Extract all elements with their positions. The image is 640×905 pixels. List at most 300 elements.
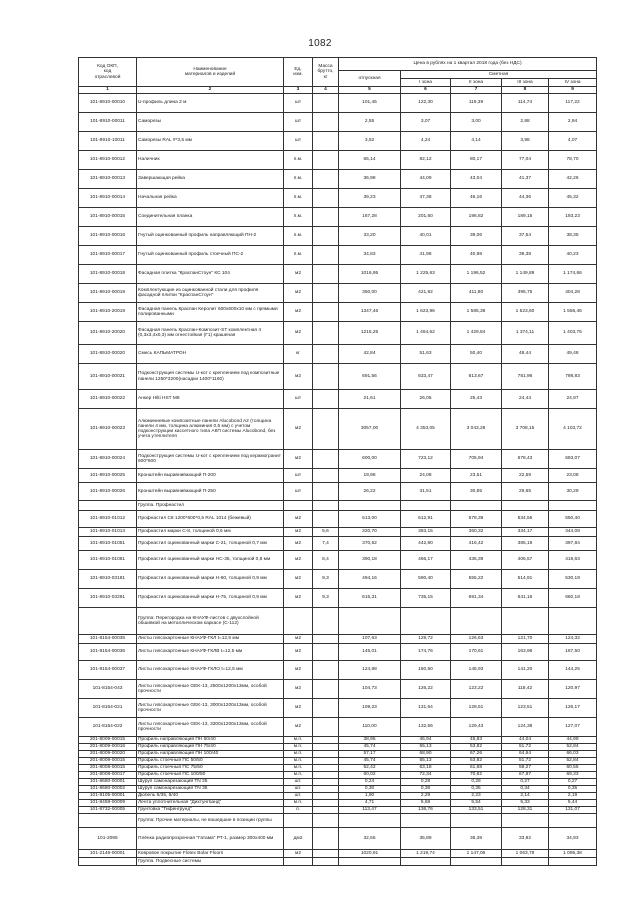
cell-zone-4-price: 693,07 bbox=[549, 450, 597, 469]
cell-name: Алюминиевые композитные панели Alucobond A2 (толщина панели 4 мм, толщина алюминия 0,5 мм) с учетом подконструкции кассетного типа АКП системы Alucobond, без учета утеплителя bbox=[137, 409, 284, 450]
cell-unit: м2 bbox=[284, 680, 313, 699]
cell-code: 101-8910-00021 bbox=[79, 364, 137, 390]
cell-zone-3-price: 24,44 bbox=[502, 390, 549, 409]
cell-unit: шт. bbox=[284, 793, 313, 800]
cell-mass bbox=[313, 758, 339, 765]
cell-zone-1-price: 421,82 bbox=[401, 284, 451, 303]
table-row bbox=[79, 718, 597, 737]
cell-name: Фасадная панель Краспан-Композит-ST комплектная 4 (0,3х3,4х0,3) мм огнестойкая (Г1) крашеная bbox=[137, 322, 284, 345]
table-row bbox=[79, 537, 597, 551]
cell-zone-4-price: 1 556,46 bbox=[549, 303, 597, 322]
cell-zone-1-price: 129,72 bbox=[401, 635, 451, 644]
cell-name: Подконструкция системы U-кот с креплением под композитные панели 1250*3200(насадки 1400*1160) bbox=[137, 364, 284, 390]
cell-mass bbox=[313, 151, 339, 170]
cell-zone-3-price: 59,27 bbox=[502, 765, 549, 772]
cell-zone-3-price: 67,87 bbox=[502, 772, 549, 779]
cell-zone-4-price: 52,84 bbox=[549, 744, 597, 751]
cell-name: Завершающая рейка bbox=[137, 170, 284, 189]
cell-mass: 5,6 bbox=[313, 528, 339, 537]
cell-mass bbox=[313, 265, 339, 284]
cell-empty bbox=[79, 501, 137, 511]
cell-zone-2-price: 435,39 bbox=[451, 551, 502, 570]
cell-code: 101-8910-10011 bbox=[79, 132, 137, 151]
table-row bbox=[79, 661, 597, 680]
cell-unit: м2 bbox=[284, 537, 313, 551]
cell-unit: шт bbox=[284, 483, 313, 501]
cell-code: 101-8910-00011 bbox=[79, 113, 137, 132]
cell-zone-4-price: 530,19 bbox=[549, 570, 597, 589]
cell-unit: м2 bbox=[284, 699, 313, 718]
cell-release-price: 101,45 bbox=[339, 94, 401, 113]
cell-mass bbox=[313, 246, 339, 265]
cell-zone-3-price: 781,96 bbox=[502, 364, 549, 390]
table-row bbox=[79, 850, 597, 858]
cell-code: 101-8910-00020 bbox=[79, 345, 137, 364]
cell-unit: п.м. bbox=[284, 246, 313, 265]
cell-unit: м2 bbox=[284, 551, 313, 570]
cell-code: 101-8910-00010 bbox=[79, 94, 137, 113]
cell-zone-4-price: 30,29 bbox=[549, 483, 597, 501]
cell-zone-3-price: 22,59 bbox=[502, 469, 549, 483]
cell-zone-4-price: 2,94 bbox=[549, 113, 597, 132]
cell-name: Смесь КАПЬМАТРОН bbox=[137, 345, 284, 364]
cell-zone-2-price: 80,17 bbox=[451, 151, 502, 170]
cell-zone-3-price: 64,64 bbox=[502, 751, 549, 758]
cell-release-price: 320,70 bbox=[339, 528, 401, 537]
cell-code: 101-8154-022 bbox=[79, 718, 137, 737]
cell-code: 201-8009-00015 bbox=[79, 737, 137, 744]
cell-zone-1-price: 735,15 bbox=[401, 589, 451, 608]
cell-unit: м.п. bbox=[284, 800, 313, 807]
cell-zone-2-price: 30,85 bbox=[451, 483, 502, 501]
cell-code: 101-8154-00036 bbox=[79, 644, 137, 661]
cell-zone-1-price: 5,68 bbox=[401, 800, 451, 807]
cell-zone-3-price: 1 374,11 bbox=[502, 322, 549, 345]
cell-mass bbox=[313, 772, 339, 779]
cell-release-price: 45,74 bbox=[339, 744, 401, 751]
cell-zone-1-price: 0,36 bbox=[401, 786, 451, 793]
cell-zone-2-price: 3 043,28 bbox=[451, 409, 502, 450]
cell-release-price: 3057,00 bbox=[339, 409, 401, 450]
cell-zone-4-price: 5,44 bbox=[549, 800, 597, 807]
table-row bbox=[79, 208, 597, 227]
cell-mass bbox=[313, 511, 339, 528]
cell-release-price: 0,24 bbox=[339, 779, 401, 786]
cell-code: 101-8910-00024 bbox=[79, 450, 137, 469]
cell-name: Профиль направляющий ПН 75/40 bbox=[137, 744, 284, 751]
cell-zone-1-price: 41,98 bbox=[401, 246, 451, 265]
cell-code: 101-8910-01013 bbox=[79, 528, 137, 537]
cell-unit: м.п. bbox=[284, 737, 313, 744]
header-index: 8 bbox=[502, 87, 549, 94]
cell-name: Шуруп самонарезающий TN 25 bbox=[137, 779, 284, 786]
cell-release-price: 513,00 bbox=[339, 511, 401, 528]
cell-zone-2-price: 61,68 bbox=[451, 765, 502, 772]
cell-release-price: 2,55 bbox=[339, 113, 401, 132]
header-index: 3 bbox=[284, 87, 313, 94]
cell-unit: м2 bbox=[284, 570, 313, 589]
header-zone-3: III зона bbox=[502, 79, 549, 87]
cell-release-price: 1347,46 bbox=[339, 303, 401, 322]
cell-name: Профиль стоечный ПС 100/50 bbox=[137, 772, 284, 779]
cell-zone-2-price: 45,83 bbox=[451, 737, 502, 744]
cell-zone-4-price: 34,93 bbox=[549, 828, 597, 850]
cell-unit: м.п. bbox=[284, 765, 313, 772]
cell-zone-1-price: 55,13 bbox=[401, 744, 451, 751]
group-title: Группа: Перегородка на КНАУФ-листов с двухслойной обшивкой на металлическом каркасе (С-112) bbox=[137, 608, 284, 635]
cell-release-price: 110,00 bbox=[339, 718, 401, 737]
cell-zone-1-price: 590,40 bbox=[401, 570, 451, 589]
table-row bbox=[79, 132, 597, 151]
cell-zone-2-price: 705,94 bbox=[451, 450, 502, 469]
cell-code: 101-8154-043 bbox=[79, 680, 137, 699]
cell-zone-2-price: 39,06 bbox=[451, 227, 502, 246]
cell-release-price: 19,98 bbox=[339, 469, 401, 483]
table-row bbox=[79, 94, 597, 113]
cell-zone-4-price: 144,25 bbox=[549, 661, 597, 680]
cell-unit: м2 bbox=[284, 635, 313, 644]
group-title: Группа. Подвесные системы bbox=[137, 858, 284, 866]
cell-mass bbox=[313, 807, 339, 814]
cell-name: U-профиль длина 2 м bbox=[137, 94, 284, 113]
cell-zone-1-price: 1 464,62 bbox=[401, 322, 451, 345]
cell-zone-4-price: 4,07 bbox=[549, 132, 597, 151]
cell-zone-1-price: 68,90 bbox=[401, 751, 451, 758]
cell-name: Шуруп самонарезающий TN 35 bbox=[137, 786, 284, 793]
cell-zone-3-price: 678,43 bbox=[502, 450, 549, 469]
cell-zone-3-price: 406,57 bbox=[502, 551, 549, 570]
cell-unit: п.м. bbox=[284, 170, 313, 189]
cell-zone-3-price: 0,34 bbox=[502, 786, 549, 793]
cell-zone-4-price: 42,26 bbox=[549, 170, 597, 189]
cell-name: Дюбель 6/35, 6/40 bbox=[137, 793, 284, 800]
cell-zone-3-price: 641,16 bbox=[502, 589, 549, 608]
cell-zone-4-price: 131,07 bbox=[549, 807, 597, 814]
table-row bbox=[79, 800, 597, 807]
cell-zone-3-price: 29,65 bbox=[502, 483, 549, 501]
cell-zone-3-price: 39,38 bbox=[502, 246, 549, 265]
cell-zone-2-price: 5,54 bbox=[451, 800, 502, 807]
cell-code: 101-8732-00005 bbox=[79, 807, 137, 814]
header-name: Наименование материалов и изделий bbox=[137, 58, 284, 87]
cell-zone-1-price: 2,29 bbox=[401, 793, 451, 800]
cell-zone-3-price: 2,14 bbox=[502, 793, 549, 800]
cell-release-price: 65,14 bbox=[339, 151, 401, 170]
cell-release-price: 600,00 bbox=[339, 450, 401, 469]
table-row bbox=[79, 793, 597, 800]
cell-zone-4-price: 40,23 bbox=[549, 246, 597, 265]
table-row bbox=[79, 528, 597, 537]
cell-release-price: 1016,95 bbox=[339, 265, 401, 284]
cell-unit: п.м. bbox=[284, 208, 313, 227]
table-row bbox=[79, 284, 597, 303]
table-row bbox=[79, 680, 597, 699]
cell-empty bbox=[79, 814, 137, 828]
cell-mass bbox=[313, 793, 339, 800]
cell-zone-1-price: 51,63 bbox=[401, 345, 451, 364]
group-row bbox=[79, 608, 597, 635]
cell-unit: м2 bbox=[284, 718, 313, 737]
cell-zone-2-price: 4,14 bbox=[451, 132, 502, 151]
cell-zone-4-price: 418,63 bbox=[549, 551, 597, 570]
page-number: 1082 bbox=[308, 38, 332, 49]
header-unit: Ед. изм. bbox=[284, 58, 313, 87]
cell-unit: кг bbox=[284, 345, 313, 364]
cell-name: Плёнка радиопрозрачная "Гатама" РТ-1, размер 300х400 мм bbox=[137, 828, 284, 850]
cell-mass bbox=[313, 786, 339, 793]
cell-code: 101-8910-01012 bbox=[79, 511, 137, 528]
cell-release-price: 45,74 bbox=[339, 758, 401, 765]
group-row bbox=[79, 814, 597, 828]
cell-zone-4-price: 0,35 bbox=[549, 786, 597, 793]
cell-unit: м2 bbox=[284, 284, 313, 303]
cell-unit: м2 bbox=[284, 528, 313, 537]
cell-zone-2-price: 813,67 bbox=[451, 364, 502, 390]
cell-release-price: 104,73 bbox=[339, 680, 401, 699]
cell-zone-3-price: 1 149,89 bbox=[502, 265, 549, 284]
cell-name: Подконструкция системы U-кот с креплением под керамогранит 600*600 bbox=[137, 450, 284, 469]
cell-unit: м2 bbox=[284, 589, 313, 608]
cell-zone-2-price: 119,39 bbox=[451, 94, 502, 113]
cell-zone-2-price: 555,22 bbox=[451, 570, 502, 589]
cell-zone-4-price: 1 174,66 bbox=[549, 265, 597, 284]
cell-mass bbox=[313, 227, 339, 246]
cell-zone-3-price: 2,88 bbox=[502, 113, 549, 132]
cell-zone-1-price: 442,80 bbox=[401, 537, 451, 551]
cell-zone-2-price: 53,82 bbox=[451, 744, 502, 751]
header-index: 7 bbox=[451, 87, 502, 94]
cell-code: 101-8910-00026 bbox=[79, 483, 137, 501]
cell-release-price: 1215,25 bbox=[339, 322, 401, 345]
cell-zone-3-price: 44,36 bbox=[502, 189, 549, 208]
cell-zone-2-price: 170,61 bbox=[451, 644, 502, 661]
cell-zone-1-price: 174,76 bbox=[401, 644, 451, 661]
cell-code: 201-8008-00017 bbox=[79, 772, 137, 779]
cell-release-price: 52,42 bbox=[339, 765, 401, 772]
cell-release-price: 167,28 bbox=[339, 208, 401, 227]
header-code: Код ОКП, код отраслевой bbox=[79, 58, 137, 87]
cell-release-price: 124,88 bbox=[339, 661, 401, 680]
cell-zone-1-price: 26,05 bbox=[401, 390, 451, 409]
header-zone-2: II зона bbox=[451, 79, 502, 87]
table-row bbox=[79, 779, 597, 786]
cell-zone-4-price: 38,35 bbox=[549, 227, 597, 246]
cell-code: 101-8910-00018 bbox=[79, 265, 137, 284]
cell-zone-4-price: 78,70 bbox=[549, 151, 597, 170]
cell-code: 101-8154-00037 bbox=[79, 661, 137, 680]
cell-release-price: 145,01 bbox=[339, 644, 401, 661]
cell-release-price: 370,52 bbox=[339, 537, 401, 551]
table-row bbox=[79, 570, 597, 589]
cell-zone-3-price: 1 063,78 bbox=[502, 850, 549, 858]
cell-mass bbox=[313, 345, 339, 364]
cell-unit: шт bbox=[284, 132, 313, 151]
table-row bbox=[79, 450, 597, 469]
cell-zone-1-price: 31,51 bbox=[401, 483, 451, 501]
cell-zone-1-price: 1 219,74 bbox=[401, 850, 451, 858]
cell-unit: шт. bbox=[284, 779, 313, 786]
cell-release-price: 38,95 bbox=[339, 737, 401, 744]
cell-release-price: 691,56 bbox=[339, 364, 401, 390]
cell-code: 101-8154-021 bbox=[79, 699, 137, 718]
cell-unit: л. bbox=[284, 807, 313, 814]
cell-zone-1-price: 35,89 bbox=[401, 828, 451, 850]
cell-name: Листы гипсокартонные GEK-13, 3300х1200х13мм, особой прочности bbox=[137, 718, 284, 737]
cell-mass bbox=[313, 744, 339, 751]
group-row bbox=[79, 501, 597, 511]
cell-zone-2-price: 691,34 bbox=[451, 589, 502, 608]
cell-name: Гнутый оцинкованный профиль стоечный ПС-2 bbox=[137, 246, 284, 265]
cell-name: Ковровое покрытие Flotex Bolar Floors bbox=[137, 850, 284, 858]
cell-zone-2-price: 1 196,52 bbox=[451, 265, 502, 284]
table-row bbox=[79, 390, 597, 409]
cell-zone-2-price: 36,38 bbox=[451, 828, 502, 850]
cell-name: Профиль стоечный ПС 75/50 bbox=[137, 765, 284, 772]
cell-zone-2-price: 43,04 bbox=[451, 170, 502, 189]
cell-code: 101-8910-00014 bbox=[79, 189, 137, 208]
cell-zone-4-price: 1 403,75 bbox=[549, 322, 597, 345]
cell-mass bbox=[313, 390, 339, 409]
cell-zone-1-price: 383,15 bbox=[401, 528, 451, 537]
cell-zone-1-price: 55,13 bbox=[401, 758, 451, 765]
cell-mass bbox=[313, 132, 339, 151]
cell-code: 101-8680-00001 bbox=[79, 779, 137, 786]
cell-zone-3-price: 189,15 bbox=[502, 208, 549, 227]
group-title: Группа. Профнастил bbox=[137, 501, 284, 511]
cell-mass bbox=[313, 850, 339, 858]
cell-zone-4-price: 550,40 bbox=[549, 511, 597, 528]
cell-zone-4-price: 344,08 bbox=[549, 528, 597, 537]
cell-mass bbox=[313, 737, 339, 744]
cell-zone-2-price: 126,63 bbox=[451, 635, 502, 644]
cell-name: Соединительная планка bbox=[137, 208, 284, 227]
cell-unit: м2 bbox=[284, 265, 313, 284]
cell-zone-1-price: 47,38 bbox=[401, 189, 451, 208]
cell-zone-2-price: 3,00 bbox=[451, 113, 502, 132]
header-estimate: Сметная bbox=[401, 71, 597, 79]
cell-zone-4-price: 193,23 bbox=[549, 208, 597, 227]
cell-zone-1-price: 63,18 bbox=[401, 765, 451, 772]
cell-zone-2-price: 0,28 bbox=[451, 779, 502, 786]
cell-name: Комплектующие из оцинкованной стали для профиля фасадной плитки "КраспанСтоун" bbox=[137, 284, 284, 303]
header-index: 5 bbox=[339, 87, 401, 94]
cell-zone-3-price: 123,51 bbox=[502, 699, 549, 718]
cell-mass bbox=[313, 208, 339, 227]
cell-code: 101-8910-03281 bbox=[79, 589, 137, 608]
cell-mass bbox=[313, 113, 339, 132]
cell-zone-3-price: 1 523,60 bbox=[502, 303, 549, 322]
cell-release-price: 0,30 bbox=[339, 786, 401, 793]
cell-zone-2-price: 67,26 bbox=[451, 751, 502, 758]
cell-mass bbox=[313, 469, 339, 483]
cell-mass bbox=[313, 284, 339, 303]
cell-mass bbox=[313, 765, 339, 772]
cell-unit: шт bbox=[284, 94, 313, 113]
cell-empty bbox=[79, 608, 137, 635]
table-row bbox=[79, 786, 597, 793]
cell-code: 101-8910-20020 bbox=[79, 322, 137, 345]
cell-name: Листы гипсокартонные КНАУФ-ГКЛ t=12,5 мм bbox=[137, 635, 284, 644]
cell-name: Фасадная плитка "КраспанСтоун" КС 104 bbox=[137, 265, 284, 284]
cell-name: Профиль направляющий ПН 50/40 bbox=[137, 737, 284, 744]
cell-zone-4-price: 117,22 bbox=[549, 94, 597, 113]
table-row bbox=[79, 765, 597, 772]
cell-code: 201-8009-00020 bbox=[79, 751, 137, 758]
cell-mass bbox=[313, 322, 339, 345]
cell-zone-2-price: 70,62 bbox=[451, 772, 502, 779]
cell-code: 101-8458-00009 bbox=[79, 800, 137, 807]
table-row bbox=[79, 644, 597, 661]
cell-zone-1-price: 612,91 bbox=[401, 511, 451, 528]
cell-zone-3-price: 3 708,15 bbox=[502, 409, 549, 450]
cell-mass bbox=[313, 661, 339, 680]
cell-zone-3-price: 48,44 bbox=[502, 345, 549, 364]
cell-code: 101-8910-00022 bbox=[79, 390, 137, 409]
cell-mass bbox=[313, 699, 339, 718]
cell-zone-4-price: 660,18 bbox=[549, 589, 597, 608]
cell-zone-4-price: 4 103,72 bbox=[549, 409, 597, 450]
cell-name: Анкер Hilti HST M8 bbox=[137, 390, 284, 409]
cell-zone-2-price: 129,43 bbox=[451, 718, 502, 737]
table-row bbox=[79, 699, 597, 718]
cell-code: 101-8910-00016 bbox=[79, 227, 137, 246]
table-row bbox=[79, 758, 597, 765]
cell-unit: п.м. bbox=[284, 151, 313, 170]
cell-name: Гнутый оцинкованный профиль направляющий ПН-2 bbox=[137, 227, 284, 246]
cell-zone-3-price: 33,92 bbox=[502, 828, 549, 850]
cell-unit: п.м. bbox=[284, 227, 313, 246]
cell-code: 101-8910-00015 bbox=[79, 208, 137, 227]
cell-zone-2-price: 578,39 bbox=[451, 511, 502, 528]
cell-zone-2-price: 196,82 bbox=[451, 208, 502, 227]
cell-zone-4-price: 126,17 bbox=[549, 699, 597, 718]
cell-zone-3-price: 5,33 bbox=[502, 800, 549, 807]
cell-zone-4-price: 69,33 bbox=[549, 772, 597, 779]
cell-unit: шт. bbox=[284, 786, 313, 793]
cell-mass bbox=[313, 364, 339, 390]
cell-zone-2-price: 123,22 bbox=[451, 680, 502, 699]
cell-unit: дм2 bbox=[284, 828, 313, 850]
cell-release-price: 39,23 bbox=[339, 189, 401, 208]
cell-code: 101-8910-00017 bbox=[79, 246, 137, 265]
cell-name: Профнастил оцинкованный марки Н-60, толщиной 0,9 мм bbox=[137, 570, 284, 589]
cell-code: 101-2146-00001 bbox=[79, 850, 137, 858]
table-row bbox=[79, 113, 597, 132]
cell-zone-1-price: 132,56 bbox=[401, 718, 451, 737]
cell-zone-4-price: 404,28 bbox=[549, 284, 597, 303]
cell-mass: 9,3 bbox=[313, 589, 339, 608]
cell-mass bbox=[313, 644, 339, 661]
cell-name: Листы гипсокартонные GEK-13, 2500х1200х13мм, особой прочности bbox=[137, 680, 284, 699]
cell-release-price: 60,02 bbox=[339, 772, 401, 779]
table-row bbox=[79, 511, 597, 528]
cell-release-price: 390,18 bbox=[339, 551, 401, 570]
cell-mass bbox=[313, 751, 339, 758]
cell-name: Профнастил оцинкованный марки С-21, толщиной 0,7 мм bbox=[137, 537, 284, 551]
header-index: 6 bbox=[401, 87, 451, 94]
cell-unit: м2 bbox=[284, 322, 313, 345]
cell-code: 101-8105-00001 bbox=[79, 793, 137, 800]
cell-zone-1-price: 0,28 bbox=[401, 779, 451, 786]
cell-name: Листы гипсокартонные КНАУФ-ГКЛВ t=12,5 мм bbox=[137, 644, 284, 661]
cell-code: 201-8009-00016 bbox=[79, 744, 137, 751]
cell-zone-1-price: 4 353,05 bbox=[401, 409, 451, 450]
cell-release-price: 1,90 bbox=[339, 793, 401, 800]
cell-mass bbox=[313, 189, 339, 208]
cell-zone-4-price: 44,99 bbox=[549, 737, 597, 744]
cell-zone-4-price: 120,97 bbox=[549, 680, 597, 699]
cell-zone-3-price: 385,19 bbox=[502, 537, 549, 551]
